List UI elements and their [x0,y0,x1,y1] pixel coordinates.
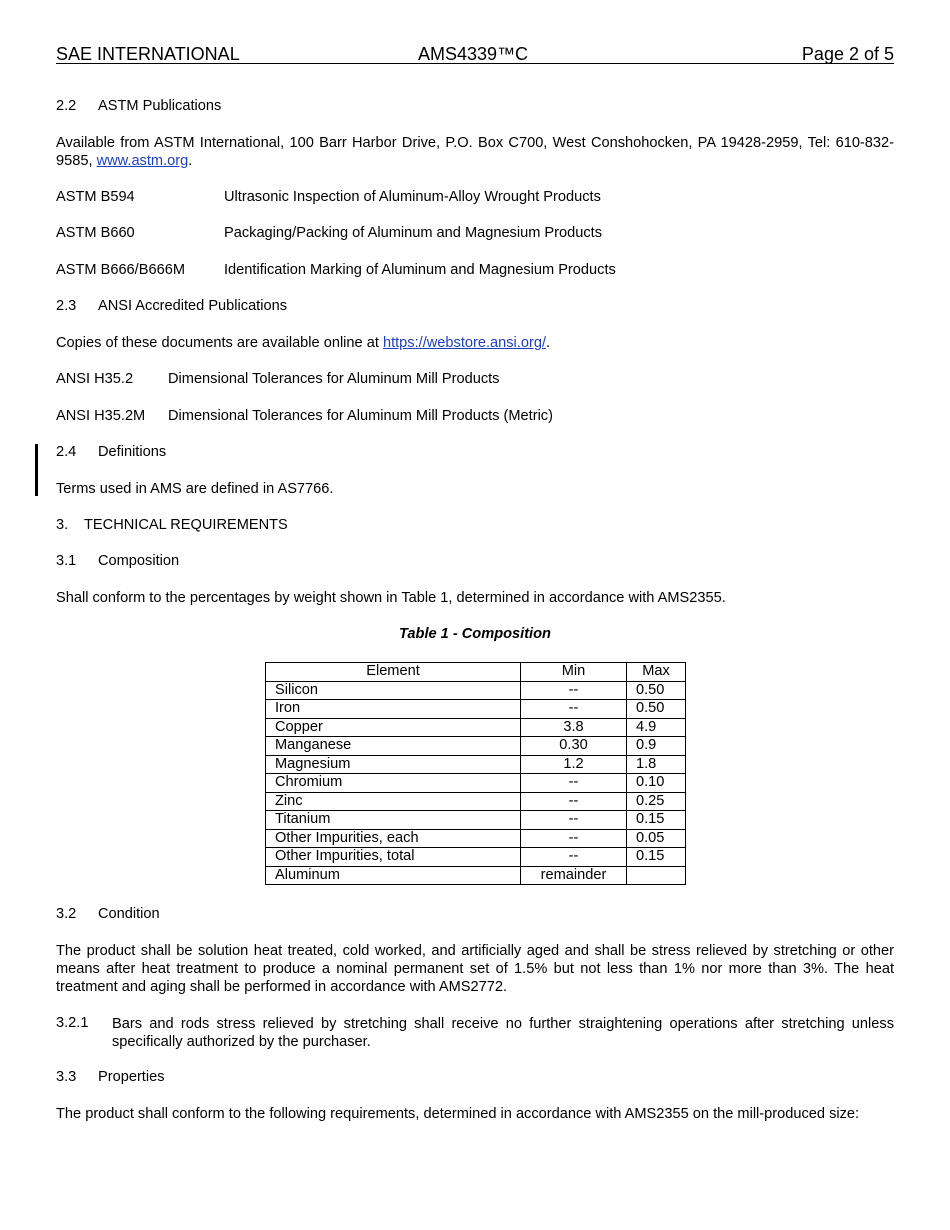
cell-min: remainder [521,866,627,885]
section-3-2-1-number: 3.2.1 [56,1015,89,1031]
table-row [266,811,686,830]
ref-code: ASTM B666/B666M [56,262,185,278]
cell-min: 0.30 [521,737,627,756]
section-3-title: TECHNICAL REQUIREMENTS [84,517,288,533]
cell-max [627,866,686,885]
section-2-2-title: ASTM Publications [98,98,222,114]
table-row [266,829,686,848]
ref-title: Ultrasonic Inspection of Aluminum-Alloy Wrought Products [224,189,601,205]
cell-max: 0.15 [627,811,686,830]
section-2-2-intro-end: . [188,153,193,169]
cell-element: Iron [266,700,521,719]
ref-title: Dimensional Tolerances for Aluminum Mill Products (Metric) [168,408,553,424]
table-row [266,866,686,885]
cell-max: 0.15 [627,848,686,867]
section-2-2-intro-text: Available from ASTM International, 100 Barr Harbor Drive, P.O. Box C700, West Conshohocken, PA 19428-2959, Tel: 610-832-9585, [56,135,894,169]
section-2-4-text: Terms used in AMS are defined in AS7766. [56,481,334,497]
cell-max: 0.50 [627,700,686,719]
cell-max: 4.9 [627,718,686,737]
section-2-3-number: 2.3 [56,298,77,314]
cell-max: 0.50 [627,681,686,700]
cell-max: 0.25 [627,792,686,811]
ref-code: ANSI H35.2M [56,408,146,424]
section-2-3-intro [56,335,550,351]
ref-code: ANSI H35.2 [56,371,134,387]
composition-table [265,662,686,885]
cell-min: -- [521,848,627,867]
table-row [266,774,686,793]
cell-max: 0.9 [627,737,686,756]
table-row [266,792,686,811]
section-2-3-intro-text: Copies of these documents are available online at [56,335,383,351]
cell-element: Other Impurities, each [266,829,521,848]
table-row [266,681,686,700]
header-page-number: Page 2 of 5 [801,44,894,64]
cell-element: Aluminum [266,866,521,885]
section-3-3-number: 3.3 [56,1069,77,1085]
cell-element: Other Impurities, total [266,848,521,867]
cell-element: Titanium [266,811,521,830]
cell-element: Copper [266,718,521,737]
cell-max: 1.8 [627,755,686,774]
cell-min: -- [521,681,627,700]
header-max: Max [627,663,686,682]
ref-code: ASTM B660 [56,225,135,241]
table-row [266,737,686,756]
table-1-caption: Table 1 - Composition [399,626,551,642]
cell-min: -- [521,829,627,848]
ref-title: Identification Marking of Aluminum and Magnesium Products [224,262,616,278]
table-row [266,755,686,774]
header-org: SAE INTERNATIONAL [56,44,240,64]
section-2-2-number: 2.2 [56,98,77,114]
ansi-webstore-link[interactable]: https://webstore.ansi.org/ [382,335,546,351]
section-2-4-title: Definitions [98,444,167,460]
section-2-4-number: 2.4 [56,444,77,460]
ref-title: Dimensional Tolerances for Aluminum Mill Products [168,371,500,387]
section-3-2-1-text: Bars and rods stress relieved by stretching shall receive no further straightening operations after stretching unless specifically authorized by the purchaser. [112,1016,894,1050]
section-3-1-title: Composition [98,553,180,569]
section-2-2-intro [56,134,894,170]
revision-change-bar [35,444,38,496]
section-3-2-title: Condition [98,906,160,922]
cell-element: Zinc [266,792,521,811]
section-3-2-text: The product shall be solution heat treated, cold worked, and artificially aged and shall be stress relieved by stretching or other means after heat treatment to produce a nominal permanent set of 1.5% but not less than 1% nor more than 3%. The heat treatment and aging shall be performed in accordance with AMS2772. [56,943,894,995]
astm-website-link[interactable]: www.astm.org [96,153,189,169]
cell-min: -- [521,792,627,811]
cell-element: Magnesium [266,755,521,774]
section-3-number: 3. [56,517,69,533]
section-3-1-number: 3.1 [56,553,77,569]
ref-code: ASTM B594 [56,189,135,205]
header-min: Min [521,663,627,682]
section-3-3-text: The product shall conform to the following requirements, determined in accordance with AMS2355 on the mill-produced size: [56,1106,860,1122]
table-row [266,700,686,719]
section-3-2-number: 3.2 [56,906,77,922]
cell-min: -- [521,700,627,719]
section-2-3-title: ANSI Accredited Publications [98,298,288,314]
cell-min: 3.8 [521,718,627,737]
cell-min: -- [521,811,627,830]
section-3-1-text: Shall conform to the percentages by weight shown in Table 1, determined in accordance with AMS2355. [56,590,726,606]
cell-element: Silicon [266,681,521,700]
cell-min: 1.2 [521,755,627,774]
cell-min: -- [521,774,627,793]
table-header-row [266,663,686,682]
header-rule [56,63,894,64]
section-2-3-intro-end: . [546,335,551,351]
table-row [266,718,686,737]
ref-title: Packaging/Packing of Aluminum and Magnesium Products [224,225,603,241]
header-element: Element [266,663,521,682]
cell-element: Manganese [266,737,521,756]
cell-max: 0.05 [627,829,686,848]
header-doc-id: AMS4339™C [418,44,529,64]
cell-max: 0.10 [627,774,686,793]
section-3-3-title: Properties [98,1069,165,1085]
table-row [266,848,686,867]
cell-element: Chromium [266,774,521,793]
